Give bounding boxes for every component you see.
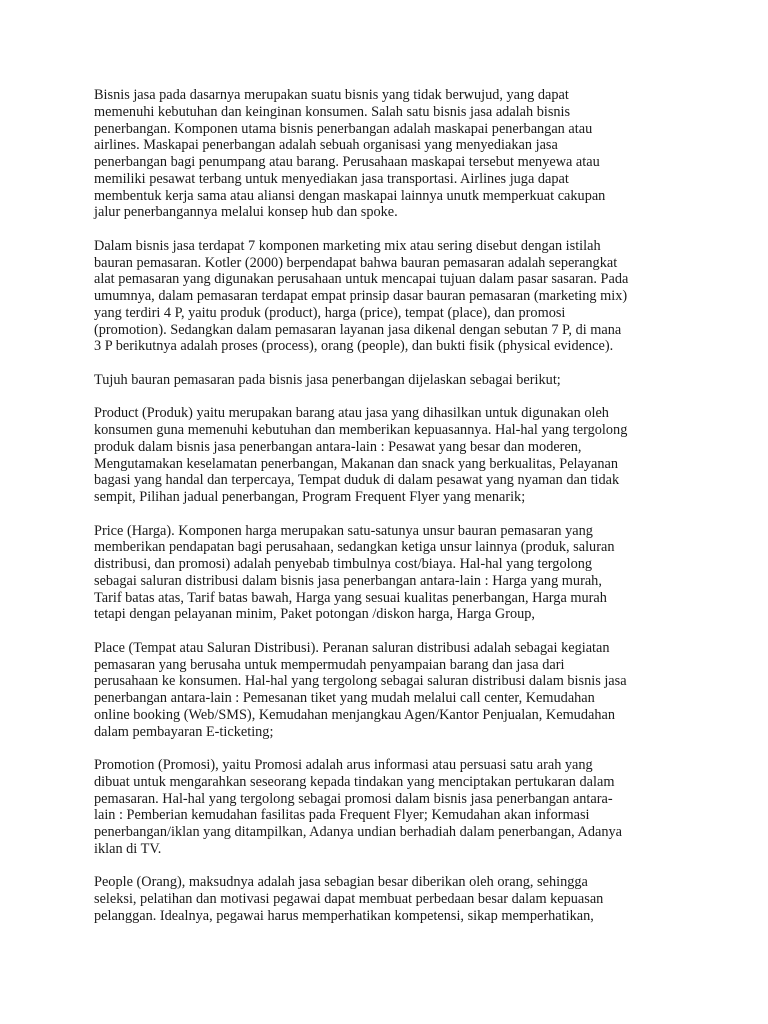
- text-line: distribusi, dan promosi) adalah penyebab timbulnya cost/biaya. Hal-hal yang tergolong: [94, 556, 593, 572]
- text-line: membentuk kerja sama atau aliansi dengan maskapai lainnya unutk memperkuat cakupan: [94, 187, 606, 204]
- paragraph-price: [94, 523, 664, 624]
- paragraph-people: [94, 874, 664, 924]
- text-line: seleksi, pelatihan dan motivasi pegawai dapat membuat perbedaan besar dalam kepuasan: [94, 891, 604, 907]
- text-line: Promotion (Promosi), yaitu Promosi adalah arus informasi atau persuasi satu arah yang: [94, 757, 593, 773]
- text-line: yang terdiri 4 P, yaitu produk (product), harga (price), tempat (place), dan promosi: [94, 304, 566, 321]
- text-line: perusahaan ke konsumen. Hal-hal yang tergolong sebagai saluran distribusi dalam bisnis jasa: [94, 673, 627, 690]
- paragraph-marketing-mix: [94, 238, 664, 355]
- text-line: alat pemasaran yang digunakan perusahaan untuk mencapai tujuan dalam pasar sasaran. Pada: [94, 271, 629, 288]
- text-line: 3 P berikutnya adalah proses (process), orang (people), dan bukti fisik (physical evidence).: [94, 338, 614, 355]
- text-line: Product (Produk) yaitu merupakan barang atau jasa yang dihasilkan untuk digunakan oleh: [94, 405, 609, 422]
- text-line: dibuat untuk mengarahkan seseorang kepada tindakan yang menciptakan pertukaran dalam: [94, 773, 615, 790]
- text-line: (promotion). Sedangkan dalam pemasaran layanan jasa dikenal dengan sebutan 7 P, di mana: [94, 321, 622, 338]
- text-line: memenuhi kebutuhan dan keinginan konsumen. Salah satu bisnis jasa adalah bisnis: [94, 103, 571, 120]
- text-line: konsumen guna memenuhi kebutuhan dan memberikan kepuasannya. Hal-hal yang tergolong: [94, 422, 628, 438]
- text-line: pemasaran. Hal-hal yang tergolong sebagai promosi dalam bisnis jasa penerbangan antara-: [94, 790, 613, 807]
- text-line: sebagai saluran distribusi dalam bisnis jasa penerbangan antara-lain : Harga yang murah,: [94, 572, 602, 589]
- text-line: Price (Harga). Komponen harga merupakan satu-satunya unsur bauran pemasaran yang: [94, 522, 593, 539]
- text-line: jalur penerbangannya melalui konsep hub dan spoke.: [94, 204, 398, 221]
- text-line: online booking (Web/SMS), Kemudahan menjangkau Agen/Kantor Penjualan, Kemudahan: [94, 706, 615, 723]
- text-line: memberikan pendapatan bagi perusahaan, sedangkan ketiga unsur lainnya (produk, saluran: [94, 539, 615, 556]
- text-line: penerbangan bagi penumpang atau barang. Perusahaan maskapai tersebut menyewa atau: [94, 154, 600, 170]
- paragraph-intro: [94, 87, 664, 221]
- paragraph-product: [94, 405, 664, 506]
- text-line: pemasaran yang berusaha untuk mempermudah penyampaian barang dan jasa dari: [94, 656, 565, 673]
- paragraph-seven-mix-intro: [94, 372, 664, 389]
- paragraph-place: [94, 640, 664, 741]
- text-line: memiliki pesawat terbang untuk menyediakan jasa transportasi. Airlines juga dapat: [94, 170, 569, 187]
- text-line: pelanggan. Idealnya, pegawai harus memperhatikan kompetensi, sikap memperhatikan,: [94, 907, 594, 924]
- paragraph-promotion: [94, 757, 664, 858]
- text-line: People (Orang), maksudnya adalah jasa sebagian besar diberikan oleh orang, sehingga: [94, 874, 588, 891]
- text-line: bauran pemasaran. Kotler (2000) berpendapat bahwa bauran pemasaran adalah seperangkat: [94, 254, 618, 271]
- document-page: [94, 87, 664, 941]
- text-line: Tarif batas atas, Tarif batas bawah, Harga yang sesuai kualitas penerbangan, Harga murah: [94, 589, 607, 606]
- text-line: produk dalam bisnis jasa penerbangan antara-lain : Pesawat yang besar dan moderen,: [94, 438, 582, 455]
- text-line: airlines. Maskapai penerbangan adalah sebuah organisasi yang menyediakan jasa: [94, 137, 558, 154]
- text-line: Mengutamakan keselamatan penerbangan, Makanan dan snack yang berkualitas, Pelayanan: [94, 455, 619, 472]
- text-line: dalam pembayaran E-ticketing;: [94, 723, 274, 740]
- text-line: tetapi dengan pelayanan minim, Paket potongan /diskon harga, Harga Group,: [94, 606, 535, 623]
- text-line: Bisnis jasa pada dasarnya merupakan suatu bisnis yang tidak berwujud, yang dapat: [94, 87, 569, 103]
- text-line: Place (Tempat atau Saluran Distribusi). Peranan saluran distribusi adalah sebagai kegiatan: [94, 639, 610, 656]
- text-line: penerbangan/iklan yang ditampilkan, Adanya undian berhadiah dalam penerbangan, Adanya: [94, 824, 623, 840]
- text-line: lain : Pemberian kemudahan fasilitas pada Frequent Flyer; Kemudahan akan informasi: [94, 807, 590, 824]
- text-line: bagasi yang handal dan terpercaya, Tempat duduk di dalam pesawat yang nyaman dan tidak: [94, 472, 620, 489]
- text-line: sempit, Pilihan jadual penerbangan, Program Frequent Flyer yang menarik;: [94, 489, 526, 505]
- text-line: umumnya, dalam pemasaran terdapat empat prinsip dasar bauran pemasaran (marketing mix): [94, 288, 628, 304]
- text-line: iklan di TV.: [94, 840, 162, 857]
- text-line: penerbangan. Komponen utama bisnis penerbangan adalah maskapai penerbangan atau: [94, 120, 593, 137]
- text-line: Tujuh bauran pemasaran pada bisnis jasa penerbangan dijelaskan sebagai berikut;: [94, 371, 561, 388]
- text-line: Dalam bisnis jasa terdapat 7 komponen marketing mix atau sering disebut dengan istilah: [94, 237, 601, 254]
- text-line: penerbangan antara-lain : Pemesanan tiket yang mudah melalui call center, Kemudahan: [94, 690, 595, 706]
